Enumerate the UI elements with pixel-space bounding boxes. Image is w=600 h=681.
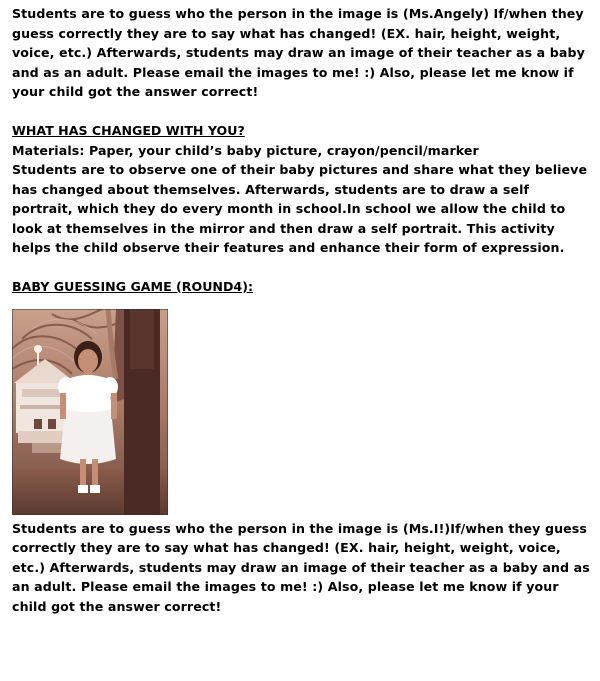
activity-title: WHAT HAS CHANGED WITH YOU? bbox=[12, 123, 245, 138]
activity-materials: Materials: Paper, your child’s baby picture, crayon/pencil/marker bbox=[12, 142, 479, 158]
baby-photo-illustration bbox=[12, 309, 168, 515]
baby-photo bbox=[12, 309, 168, 515]
document-page bbox=[12, 4, 592, 616]
round4-instructions: Students are to guess who the person in the image is (Ms.I!)If/when they guess correctly they are to say what has changed! (EX. hair, height, weight, voice, etc.) Afterwards, students may draw an image of their teacher as a baby and as an adult. Please email the images to me! :) Also, please let me know if your child got the answer correct! bbox=[12, 520, 590, 614]
round4-title: BABY GUESSING GAME (ROUND4): bbox=[12, 279, 253, 294]
activity-description: Students are to observe one of their baby pictures and share what they believe has changed about themselves. Afterwards, students are to draw a self portrait, which they do every month in school.In school we allow the child to look at themselves in the mirror and then draw a self portrait. This activity helps the child observe their features and enhance their form of expression. bbox=[12, 162, 588, 255]
round3-instructions: Students are to guess who the person in the image is (Ms.Angely) If/when they guess correctly they are to say what has changed! (EX. hair, height, weight, voice, etc.) Afterwards, students may draw an image of their teacher as a baby and as an adult. Please email the images to me! :) Also, please let me know if your child got the answer correct! bbox=[12, 6, 585, 99]
